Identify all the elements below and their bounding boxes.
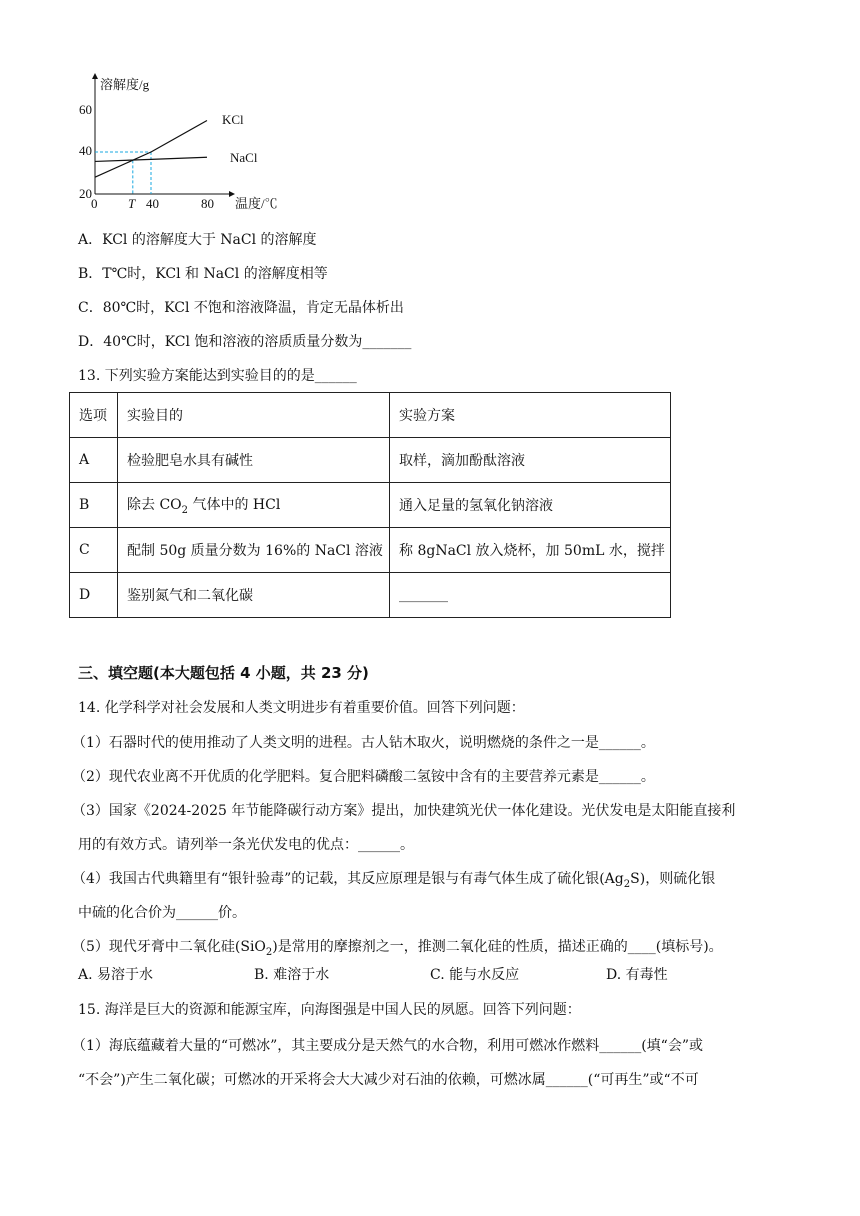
q14-part1: （1）石器时代的使用推动了人类文明的进程。古人钻木取火，说明燃烧的条件之一是______。 [72, 735, 655, 751]
q12-option-d: D．40℃时，KCl 饱和溶液的溶质质量分数为_______ [78, 334, 412, 350]
option-a: A. 易溶于水 [78, 967, 154, 983]
q15-part1-line1: （1）海底蕴藏着大量的“可燃冰”，其主要成分是天然气的水合物，利用可燃冰作燃料______(填“会”或 [72, 1038, 703, 1054]
q15-part1-line2: “不会”)产生二氧化碳；可燃冰的开采将会大大减少对石油的依赖，可燃冰属______(“可再生”或“不可 [78, 1072, 699, 1088]
row-goal: 鉴别氮气和二氧化碳 [118, 573, 390, 618]
kcl-label: KCl [222, 112, 244, 127]
text: （5）现代牙膏中二氧化硅(SiO [72, 939, 266, 955]
q14-part5-options [78, 964, 778, 986]
y-tick-20: 20 [79, 186, 92, 201]
q12-option-b: B．T℃时，KCl 和 NaCl 的溶解度相等 [78, 266, 328, 282]
table-row [70, 528, 671, 573]
text: S)，则硫化银 [630, 871, 716, 887]
option-c: C. 能与水反应 [430, 967, 520, 983]
row-option: A [70, 438, 118, 483]
subscript: 2 [181, 504, 189, 516]
text: （4）我国古代典籍里有“银针验毒”的记载，其反应原理是银与有毒气体生成了硫化银(Ag [72, 871, 624, 887]
x-tick-0: 0 [91, 196, 98, 211]
q14-part4-line1 [72, 869, 715, 895]
nacl-label: NaCl [230, 150, 258, 165]
row-option: D [70, 573, 118, 618]
header-option: 选项 [70, 393, 118, 438]
header-plan: 实验方案 [390, 393, 671, 438]
row-option: C [70, 528, 118, 573]
q14-part2: （2）现代农业离不开优质的化学肥料。复合肥料磷酸二氢铵中含有的主要营养元素是______。 [72, 769, 655, 785]
text: )是常用的摩擦剂之一，推测二氧化硅的性质，描述正确的____(填标号)。 [272, 939, 723, 955]
q15-stem: 15. 海洋是巨大的资源和能源宝库，向海图强是中国人民的夙愿。回答下列问题： [78, 1002, 581, 1018]
y-tick-60: 60 [79, 102, 92, 117]
q14-part3-line2: 用的有效方式。请列举一条光伏发电的优点：______。 [78, 837, 414, 853]
row-plan: 称 8gNaCl 放入烧杯，加 50mL 水，搅拌 [390, 528, 671, 573]
row-goal: 检验肥皂水具有碱性 [118, 438, 390, 483]
q13-stem: 13. 下列实验方案能达到实验目的的是______ [78, 368, 357, 384]
q12-option-c: C．80℃时，KCl 不饱和溶液降温，肯定无晶体析出 [78, 300, 404, 316]
x-tick-T: T [128, 196, 136, 211]
row-goal [118, 483, 390, 528]
q14-stem: 14. 化学科学对社会发展和人类文明进步有着重要价值。回答下列问题： [78, 700, 525, 716]
row-plan: _______ [390, 573, 671, 618]
table-row [70, 483, 671, 528]
header-goal: 实验目的 [118, 393, 390, 438]
subscript: 2 [265, 946, 273, 958]
option-d: D. 有毒性 [606, 967, 668, 983]
goal-text: 除去 CO [127, 497, 182, 514]
experiment-table [69, 392, 671, 618]
row-goal: 配制 50g 质量分数为 16%的 NaCl 溶液 [118, 528, 390, 573]
table-row [70, 573, 671, 618]
subscript: 2 [623, 878, 631, 890]
x-tick-40: 40 [146, 196, 159, 211]
row-plan: 取样，滴加酚酞溶液 [390, 438, 671, 483]
option-b: B. 难溶于水 [254, 967, 330, 983]
goal-text: 气体中的 HCl [188, 497, 281, 514]
row-plan: 通入足量的氢氧化钠溶液 [390, 483, 671, 528]
q14-part5 [72, 937, 723, 963]
section3-heading: 三、填空题(本大题包括 4 小题，共 23 分) [78, 664, 369, 682]
x-tick-80: 80 [201, 196, 214, 211]
solubility-chart [70, 70, 300, 215]
table-header-row [70, 393, 671, 438]
x-axis-label: 温度/℃ [235, 196, 278, 211]
y-axis-label: 溶解度/g [100, 77, 150, 92]
row-option: B [70, 483, 118, 528]
y-tick-40: 40 [79, 143, 92, 158]
table-row [70, 438, 671, 483]
q14-part4-line2: 中硫的化合价为______价。 [78, 905, 246, 921]
q14-part3-line1: （3）国家《2024-2025 年节能降碳行动方案》提出，加快建筑光伏一体化建设。光伏发电是太阳能直接利 [72, 803, 736, 819]
q12-option-a: A．KCl 的溶解度大于 NaCl 的溶解度 [78, 232, 317, 248]
